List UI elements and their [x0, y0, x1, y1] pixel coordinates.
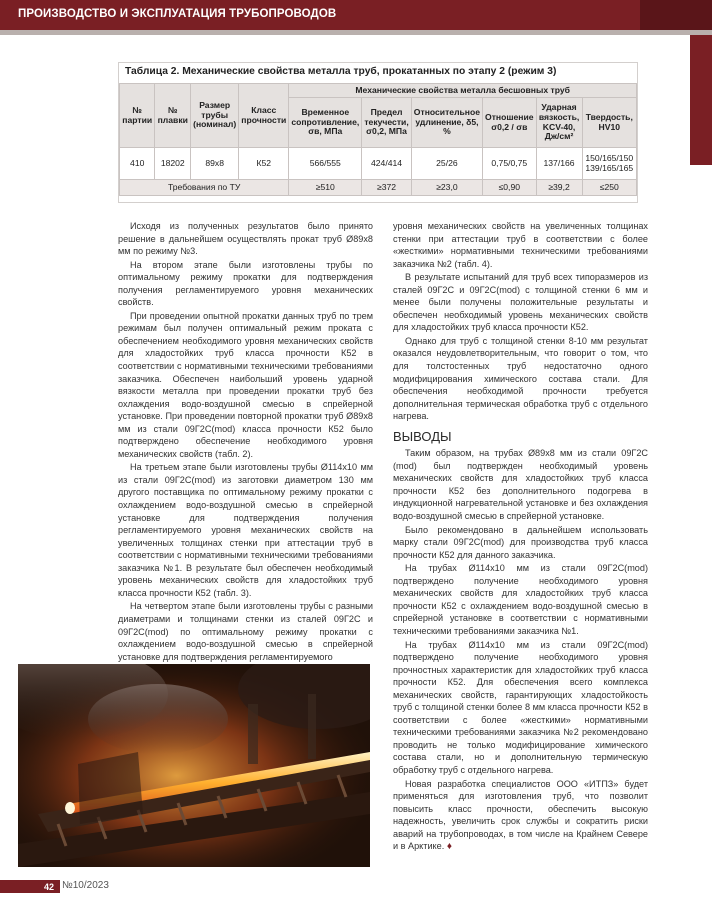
header-heat: № плавки: [155, 84, 191, 148]
header-impact: Ударная вязкость, KCV-40, Дж/см²: [536, 98, 582, 148]
cell-hardness-2: 139/165/165: [585, 162, 634, 173]
mechanical-properties-table: [119, 83, 637, 196]
header-batch: № партии: [120, 84, 155, 148]
header-bar: [0, 0, 640, 30]
right-text-column: [393, 220, 648, 855]
table-2-container: [118, 62, 638, 203]
paragraph: При проведении опытной прокатки данных труб по трем режимам был получен оптимальный режим проката с обеспечением необходимого уровня механических свойств для хладостойких труб класса прочности К52 в соответствии с нормативными техническими требованиями заказчика. Обеспечен наибольший уровень ударной вязкости металла при проведении прокатки труб без охлаждения водо-воздушной смесью в спрейерной установке. При проведении повторной прокатки труб Ø89x8 мм из стали 09Г2С(mod) класса прочности К52 было подтверждено обеспечение необходимого уровня механических свойств (табл. 2).: [118, 310, 373, 459]
paragraph: В результате испытаний для труб всех типоразмеров из сталей 09Г2С и 09Г2С(mod) с толщиной стенки 6 мм и менее были получены положительные результаты и обеспечен необходимый уровень механических свойств для хладостойких труб класса прочности К52.: [393, 272, 648, 333]
req-label: Требования по ТУ: [120, 180, 289, 196]
issue-number: №10/2023: [62, 880, 109, 891]
cell-ratio: 0,75/0,75: [483, 148, 537, 180]
header-group: Механические свойства металла бесшовных труб: [289, 84, 637, 98]
cell-elongation: 25/26: [411, 148, 482, 180]
cell-batch: 410: [120, 148, 155, 180]
cell-hardness: [582, 148, 636, 180]
cell-impact: 137/166: [536, 148, 582, 180]
paragraph: На трубах Ø114x10 мм из стали 09Г2С(mod) подтверждено получение необходимого уровня прочностных характеристик для хладостойких труб класса прочности К52. Для обеспечения всего комплекса механических свойств, гарантирующих хладостойкость труб с толщиной стенки более 8 мм класса прочности К52 в соответствии с более «жесткими» нормативными техническими требованиями заказчика №2 рекомендовано проводить не только модифицирование химического состава стали, но и дополнительную термическую обработку труб с отдельного нагрева.: [393, 639, 648, 775]
paragraph: На втором этапе были изготовлены трубы по оптимальному режиму прокатки для подтверждения получения регламентируемого уровня механических свойств.: [118, 259, 373, 308]
header-divider: [0, 30, 712, 35]
header-ratio: Отношение σ0,2 / σв: [483, 98, 537, 148]
paragraph-text: Новая разработка специалистов ООО «ИТПЗ» будет применяться для изготовления труб, что позволит повысить класс прочности, обеспечить высокую надежность, увеличить срок службы и сократить риски аварий на трубопроводах, в том числе на Крайнем Севере и в Арктике.: [393, 778, 648, 852]
header-elongation: Относительное удлинение, δ5, %: [411, 98, 482, 148]
hot-pipe-photo: [18, 664, 370, 867]
req-impact: ≥39,2: [536, 180, 582, 196]
header-hardness: Твердость, HV10: [582, 98, 636, 148]
header-accent: [640, 0, 712, 30]
cell-size: 89x8: [191, 148, 239, 180]
header-class: Класс прочности: [239, 84, 289, 148]
page-header: [0, 0, 712, 30]
req-ratio: ≤0,90: [483, 180, 537, 196]
header-tensile: Временное сопротивление, σв, МПа: [289, 98, 362, 148]
paragraph: На третьем этапе были изготовлены трубы Ø114x10 мм из стали 09Г2С(mod) из заготовки диаметром 130 мм другого поставщика по оптимальному режиму прокатки с охлаждением водо-воздушной смесью в спрейерной установке для подтверждения получения регламентируемого уровня механических свойств на увеличенных толщинах стенки при аттестации труб в соответствии с нормативными техническими требованиями заказчика №1. В результате был обеспечен необходимый уровень механических свойств для хладостойких труб класса прочности К52 (табл. 3).: [118, 462, 373, 598]
req-yield: ≥372: [362, 180, 412, 196]
paragraph: [393, 778, 648, 854]
conclusions-heading: ВЫВОДЫ: [393, 428, 452, 444]
paragraph: Однако для труб с толщиной стенки 8-10 мм результат оказался неудовлетворительным, что говорит о том, что для толстостенных труб недостаточно одного модифицирования химического состава стали. Для обеспечения необходимой прочности требуется дополнительная термическая обработка труб с отдельного нагрева.: [393, 335, 648, 422]
paragraph: На трубах Ø114x10 мм из стали 09Г2С(mod) подтверждено получение необходимого уровня механических свойств для хладостойких труб класса прочности К52 с охлаждением водо-воздушной смесью в спрейерной установке в соответствии с нормативными техническими требованиями заказчика №1.: [393, 563, 648, 636]
header-yield: Предел текучести, σ0,2, МПа: [362, 98, 412, 148]
cell-yield: 424/414: [362, 148, 412, 180]
table-row: [120, 148, 637, 180]
table-caption: Таблица 2. Механические свойства металла труб, прокатанных по этапу 2 (режим 3): [125, 66, 557, 77]
section-title: ПРОИЗВОДСТВО И ЭКСПЛУАТАЦИЯ ТРУБОПРОВОДОВ: [18, 8, 337, 20]
rolling-mill-illustration: [18, 664, 370, 867]
side-accent-strip: [690, 35, 712, 165]
req-tensile: ≥510: [289, 180, 362, 196]
steam-cloud: [88, 684, 228, 754]
cell-hardness-1: 150/165/150: [585, 152, 634, 163]
left-text-column: [118, 220, 373, 664]
paragraph: Таким образом, на трубах Ø89x8 мм из стали 09Г2С (mod) был подтвержден необходимый уровень механических свойств для хладостойких труб класса прочности К52 без дополнительного подогрева в индукционной нагревательной установке и без охлаждения водо-воздушной смесью в спрейерной установке.: [393, 448, 648, 522]
end-mark-icon: ♦: [446, 841, 452, 853]
paragraph: Исходя из полученных результатов было принято решение в дальнейшем осуществлять прокат труб Ø89x8 мм по режиму №3.: [118, 221, 373, 257]
req-elongation: ≥23,0: [411, 180, 482, 196]
paragraph: Было рекомендовано в дальнейшем использовать марку стали 09Г2С(mod) для производства труб класса прочности К52 для данного заказчика.: [393, 524, 648, 560]
page-number: 42: [44, 882, 55, 892]
paragraph: уровня механических свойств на увеличенных толщинах стенки при аттестации труб в соответствии с более «жесткими» нормативными техническими требованиями заказчика №2 (табл. 4).: [393, 221, 648, 269]
cell-heat: 18202: [155, 148, 191, 180]
header-size: Размер трубы (номинал): [191, 84, 239, 148]
paragraph: На четвертом этапе были изготовлены трубы с разными диаметрами и толщинами стенки из сталей 09Г2С и 09Г2С(mod) по оптимальному режиму прокатки с охлаждением водо-воздушной смесью в спрейерной установке для подтверждения регламентируемого: [118, 601, 373, 662]
cell-class: К52: [239, 148, 289, 180]
cell-tensile: 566/555: [289, 148, 362, 180]
req-hardness: ≤250: [582, 180, 636, 196]
requirements-row: [120, 180, 637, 196]
